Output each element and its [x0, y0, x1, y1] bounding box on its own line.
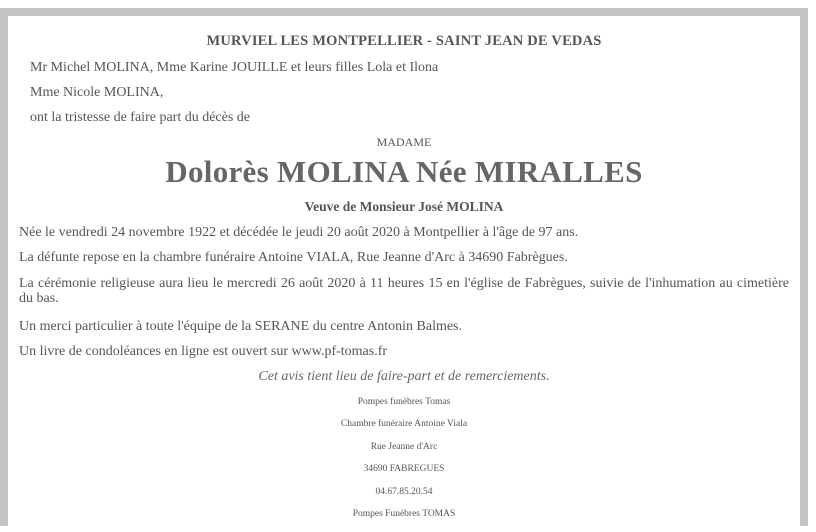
thanks-paragraph: Un merci particulier à toute l'équipe de la SERANE du centre Antonin Balmes. [19, 319, 463, 334]
birth-death-paragraph: Née le vendredi 24 novembre 1922 et décédée le jeudi 20 août 2020 à Montpellier à l'âge de 97 ans. [19, 225, 579, 240]
funeral-home-paragraph: La défunte repose en la chambre funéraire Antoine VIALA, Rue Jeanne d'Arc à 34690 Fabrègues. [19, 250, 568, 265]
obituary-notice [8, 16, 800, 526]
footer-line-2: Chambre funéraire Antoine Viala [340, 419, 468, 429]
family-line-1: Mr Michel MOLINA, Mme Karine JOUILLE et leurs filles Lola et Ilona [30, 60, 439, 75]
footer-line-6: Pompes Funèbres TOMAS [352, 509, 456, 519]
footer-line-5: 04.67.85.20.54 [375, 487, 433, 497]
notice-text: Cet avis tient lieu de faire-part et de remerciements. [258, 369, 550, 384]
footer-line-1: Pompes funèbres Tomas [357, 397, 451, 407]
deceased-name: Dolorès MOLINA Née MIRALLES [165, 154, 643, 189]
footer-line-4: 34690 FABREGUES [363, 464, 445, 474]
widow-of: Veuve de Monsieur José MOLINA [304, 199, 504, 214]
family-line-3: ont la tristesse de faire part du décès de [30, 110, 251, 125]
page-frame [0, 8, 808, 526]
footer-line-3: Rue Jeanne d'Arc [370, 442, 438, 452]
family-line-2: Mme Nicole MOLINA, [30, 85, 164, 100]
ceremony-paragraph: La cérémonie religieuse aura lieu le mercredi 26 août 2020 à 11 heures 15 en l'église de Fabrègues, suivie de l'inhumation au cimetière du bas. [19, 276, 789, 306]
condolence-book-paragraph: Un livre de condoléances en ligne est ouvert sur www.pf-tomas.fr [19, 344, 388, 359]
location-heading: MURVIEL LES MONTPELLIER - SAINT JEAN DE VEDAS [206, 33, 602, 49]
title-prefix: MADAME [376, 135, 432, 149]
